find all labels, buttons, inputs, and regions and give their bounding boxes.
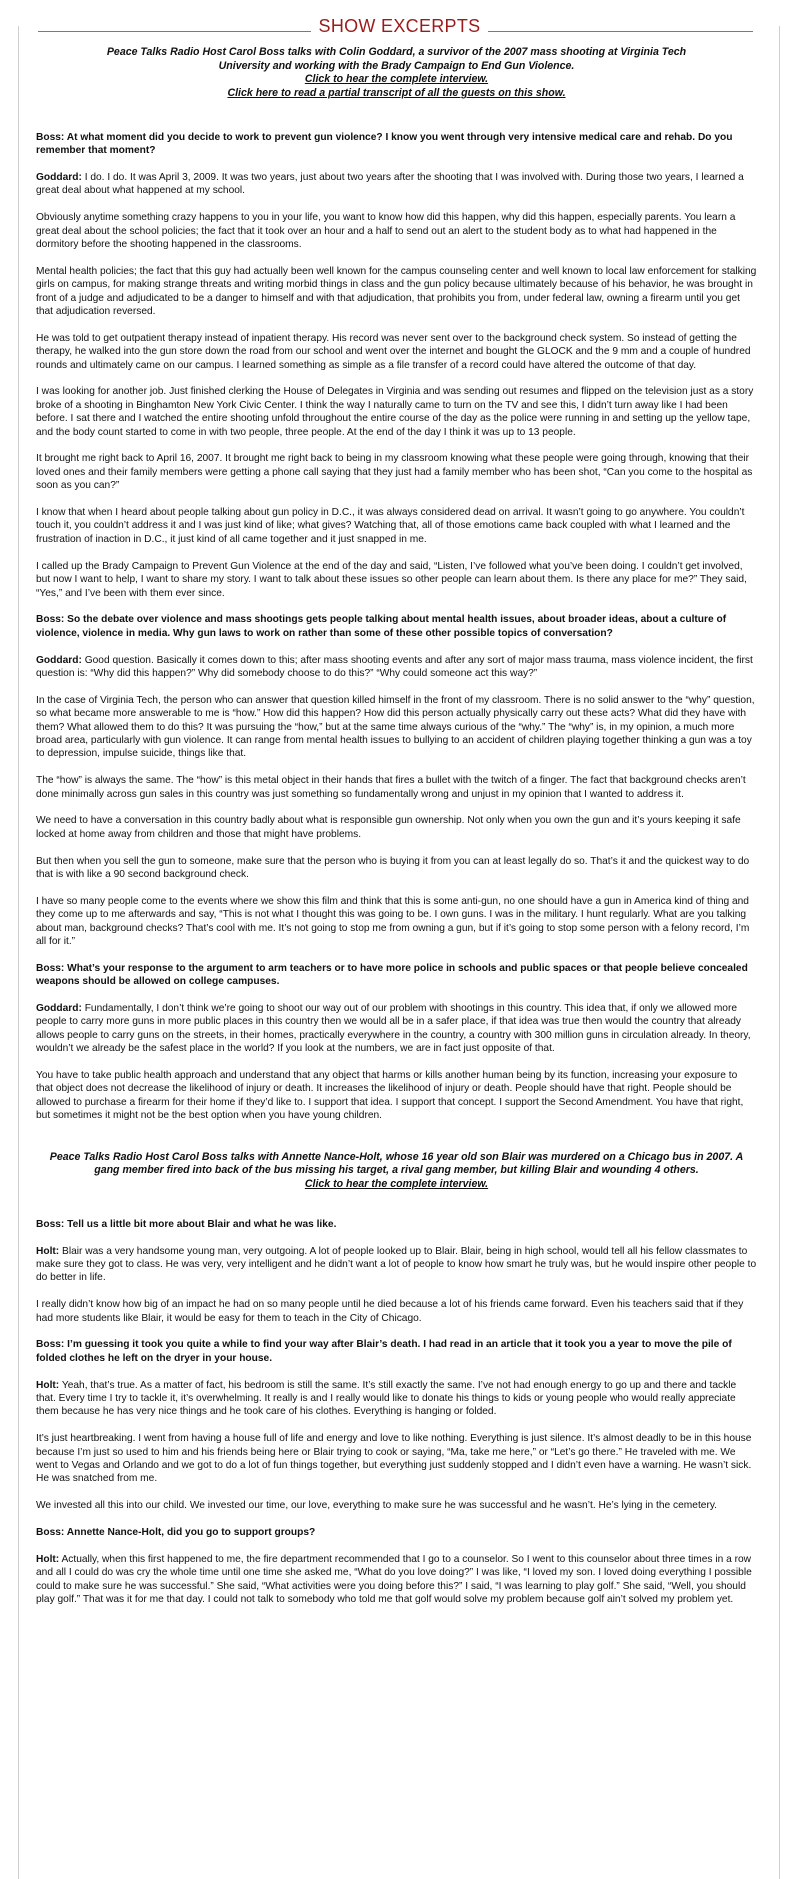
speaker-label: Holt:: [36, 1245, 60, 1257]
answer-paragraph: [36, 694, 757, 761]
main-content: [0, 46, 799, 1606]
answer-paragraph: [36, 1499, 757, 1512]
answer-paragraph: [36, 1245, 757, 1285]
question-paragraph: [36, 613, 757, 640]
paragraph-text: What’s your response to the argument to arm teachers or to have more police in schools and public spaces or that people believe concealed weapons should be allowed on college campuses.: [36, 962, 748, 988]
page-title-text: SHOW EXCERPTS: [311, 16, 489, 36]
read-transcript-link[interactable]: Click here to read a partial transcript of all the guests on this show.: [227, 87, 566, 100]
segment2-intro-text: Peace Talks Radio Host Carol Boss talks with Annette Nance-Holt, whose 16 year old son Blair was murdered on a Chicago bus in 2007. A gang member fired into back of the bus missing his target, a rival gang member, but killing Blair and wounding 4 others.: [49, 1150, 744, 1177]
question-paragraph: [36, 1338, 757, 1365]
paragraph-text: I have so many people come to the events where we show this film and think that this is some anti-gun, no one should have a gun in America kind of thing and they come up to me afterwards and say, “This is not what I thought this was going to be. I own guns. I was in the military. I hunt regularly. What are you talking about man, background checks? That’s cool with me. It’s not going to stop me from owning a gun, but if it’s going to stop some person with a felony record, I’m all for it.”: [36, 895, 750, 947]
speaker-label: Holt:: [36, 1553, 60, 1565]
speaker-label: Goddard:: [36, 654, 82, 666]
paragraph-text: I’m guessing it took you quite a while to find your way after Blair’s death. I had read in an article that it took you a year to move the pile of folded clothes he left on the dryer in your house.: [36, 1339, 732, 1364]
answer-paragraph: [36, 1432, 757, 1486]
paragraph-text: Blair was a very handsome young man, very outgoing. A lot of people looked up to Blair. Blair, being in high school, would tell all his fellow classmates to make sure they got to class. He was very, very intelligent and he didn’t want a lot of people to know how smart he truly was, but he would inspire other people to do better in life.: [36, 1245, 757, 1284]
paragraph-text: You have to take public health approach and understand that any object that harms or kills another human being by its function, increasing your exposure to that object does not decrease the likelihood of injury or death. It increases the likelihood of injury or death. People should have that right. People should be allowed to purchase a firearm for their home if they’d like to. I support that idea. I support that concept. I support the Second Amendment. You have that right, but sometimes it might not be the best option when you have young children.: [36, 1069, 744, 1122]
paragraph-text: Mental health policies; the fact that this guy had actually been well known for the campus counseling center and well known to local law enforcement for stalking girls on campus, for making strange threats and writing morbid things in class and the gun policy because ultimately because of his behavior, he was brought in front of a judge and adjudicated to be a danger to himself and with that adjudication, that prohibits you from, under federal law, owning a firearm until you get that adjudication reversed.: [36, 265, 757, 318]
segment1-intro: [36, 46, 757, 101]
paragraph-text: I do. I do. It was April 3, 2009. It was two years, just about two years after the shooting that I was involved with. During those two years, I learned a great deal about what happened at my school.: [36, 172, 744, 197]
paragraph-text: It’s just heartbreaking. I went from having a house full of life and energy and love to like nothing. Everything is just silence. It’s almost deadly to be in this house because I’m just so used to him and his friends being here or Blair trying to cook or saying, “Ma, take me here,” or “Let’s go there.” He traveled with me. We went to Vegas and Orlando and we got to do a lot of fun things together, but everything just suddenly stopped and I didn’t even have a warning. He wasn’t sick. He was snatched from me.: [36, 1433, 752, 1485]
answer-paragraph: [36, 855, 757, 882]
paragraph-text: It brought me right back to April 16, 2007. It brought me right back to being in my classroom knowing what these people were going through, knowing that their loved ones and their family members were getting a phone call saying that they just had a family member who has been shot, “Can you come to the hospital as soon as you can?”: [36, 453, 753, 492]
answer-paragraph: [36, 895, 757, 949]
answer-paragraph: [36, 452, 757, 492]
segment1-intro-text: Peace Talks Radio Host Carol Boss talks with Colin Goddard, a survivor of the 2007 mass shooting at Virginia Tech University and working with the Brady Campaign to End Gun Violence.: [106, 46, 687, 72]
speaker-label: Boss:: [36, 1526, 65, 1538]
question-paragraph: [36, 131, 757, 158]
paragraph-text: I called up the Brady Campaign to Prevent Gun Violence at the end of the day and said, “Listen, I’ve followed what you’ve been doing. I couldn’t get involved, but now I want to help, I want to share my story. I want to talk about these issues so other people can learn about them. Is there any place for me?” They said, “Yes,” and I’ve been with them ever since.: [36, 560, 747, 599]
segment2-transcript: [36, 1218, 757, 1607]
answer-paragraph: [36, 1298, 757, 1325]
answer-paragraph: [36, 1553, 757, 1607]
paragraph-text: I really didn’t know how big of an impact he had on so many people until he died because a lot of his friends came forward. Even his teachers said that if they had more students like Blair, it would be easy for them to teach in the City of Chicago.: [36, 1299, 744, 1324]
answer-paragraph: [36, 171, 757, 198]
segment1-transcript: [36, 131, 757, 1123]
speaker-label: Boss:: [36, 1218, 65, 1230]
paragraph-text: The “how” is always the same. The “how” is this metal object in their hands that fires a bullet with the twitch of a finger. The fact that background checks aren’t done minimally across gun sales in this country was just something so fundamentally wrong and unjust in my opinion that I wanted to address it.: [36, 775, 746, 800]
speaker-label: Goddard:: [36, 1002, 82, 1014]
paragraph-text: We invested all this into our child. We invested our time, our love, everything to make sure he was successful and he wasn’t. He’s lying in the cemetery.: [36, 1500, 718, 1512]
speaker-label: Boss:: [36, 614, 65, 626]
answer-paragraph: [36, 560, 757, 600]
question-paragraph: [36, 1526, 757, 1539]
question-paragraph: [36, 1218, 757, 1231]
answer-paragraph: [36, 1069, 757, 1123]
answer-paragraph: [36, 332, 757, 372]
answer-paragraph: [36, 211, 757, 251]
paragraph-text: I was looking for another job. Just finished clerking the House of Delegates in Virginia and was sending out resumes and flipped on the television just as a story broke of a shooting in Binghamton New York Civic Center. I think the way I naturally came to turn on the TV and see this, I didn’t turn away like I had been before. I sat there and I watched the entire shooting unfold throughout the entire course of the day as the police were running in and setting up the yellow tape, and the body count started to come in with two people, three people. At the end of the day I think it was up to 13 people.: [36, 386, 754, 438]
answer-paragraph: [36, 506, 757, 546]
paragraph-text: So the debate over violence and mass shootings gets people talking about mental health issues, about broader ideas, about a culture of violence, violence in media. Why gun laws to work on rather than some of these other possible topics of conversation?: [36, 614, 727, 639]
paragraph-text: We need to have a conversation in this country badly about what is responsible gun ownership. Not only when you own the gun and it’s yours keeping it safe locked at home away from children and those that might have problems.: [36, 815, 741, 840]
paragraph-text: Obviously anytime something crazy happens to you in your life, you want to know how did this happen, why did this happen, especially parents. You learn a great deal about the school policies; the fact that it took over an hour and a half to send out an alert to the student body as to what had happened in the dormitory before the shooting happened in the classrooms.: [36, 212, 736, 251]
paragraph-text: Actually, when this first happened to me, the fire department recommended that I go to a counselor. So I went to this counselor about three times in a row and all I could do was cry the whole time until one time she asked me, “What do you love doing?” I was like, “I loved my son. I loved doing everything I possible could to make sure he was successful.” She said, “What activities were you doing before this?” I said, “I was learning to play golf.” She said, “Well, you should play golf.” That was it for me that day. I could not talk to somebody who told me that golf would solve my problem because golf ain’t solved my problem yet.: [36, 1553, 752, 1605]
speaker-label: Holt:: [36, 1379, 60, 1391]
paragraph-text: I know that when I heard about people talking about gun policy in D.C., it was always considered dead on arrival. It wasn’t going to go anywhere. You couldn’t touch it, you couldn’t address it and I was just kind of like; what gives? Watching that, all of those emotions came back coupled with what I learned and the frustration of inaction in D.C., it just kind of all came together and it just snapped in me.: [36, 507, 745, 545]
answer-paragraph: [36, 814, 757, 841]
paragraph-text: In the case of Virginia Tech, the person who can answer that question killed himself in the front of my classroom. There is no solid answer to the “why” question, so what became more answerable to me is “how.” How did this happen? How did this person actually physically carry out these acts? What did they have with them? What allowed them to do this? It was pursuing the “how,” but at the same time always curious of the “why.” The “why” is, in my opinion, a much more broad area, particularly with gun violence. It can range from mental health issues to bullying to an accident of children playing together thinking a gun was a toy to depression, impulse suicide, things like that.: [36, 694, 755, 760]
answer-paragraph: [36, 385, 757, 439]
paragraph-text: Tell us a little bit more about Blair and what he was like.: [67, 1218, 337, 1230]
speaker-label: Boss:: [36, 962, 65, 974]
answer-paragraph: [36, 1002, 757, 1056]
paragraph-text: Yeah, that’s true. As a matter of fact, his bedroom is still the same. It’s still exactly the same. I’ve not had enough energy to go up and there and tackle that. Every time I try to tackle it, it’s overwhelming. It really is and I really would like to donate his things to kids or young people who would really appreciate them because he has very nice things and he took care of his clothes. Everything is hanging or folded.: [36, 1379, 737, 1418]
section-header: [0, 0, 799, 44]
question-paragraph: [36, 962, 757, 989]
hear-interview-link[interactable]: Click to hear the complete interview.: [304, 73, 489, 86]
answer-paragraph: [36, 774, 757, 801]
speaker-label: Goddard:: [36, 172, 82, 184]
paragraph-text: Fundamentally, I don’t think we’re going to shoot our way out of our problem with shootings in this country. This idea that, if only we allowed more people to carry more guns in more public places in this country then we would all be in a safer place, if that idea was true then would the country that already allows people to carry guns on the streets, in their homes, practically everywhere in the country, a country with 300 million guns in circulation already. In theory, wouldn’t we already be the safest place in the world? If you look at the numbers, we are in fact just opposite of that.: [36, 1002, 751, 1055]
paragraph-text: At what moment did you decide to work to prevent gun violence? I know you went through very intensive medical care and rehab. Do you remember that moment?: [36, 131, 733, 157]
paragraph-text: But then when you sell the gun to someone, make sure that the person who is buying it from you can at least legally do so. That’s it and the quickest way to do that is with like a 90 second background check.: [36, 855, 750, 880]
paragraph-text: Annette Nance-Holt, did you go to support groups?: [66, 1526, 316, 1538]
answer-paragraph: [36, 654, 757, 681]
speaker-label: Boss:: [36, 1339, 65, 1351]
hear-interview-link-2[interactable]: Click to hear the complete interview.: [304, 1178, 489, 1190]
page-title: [0, 16, 799, 37]
speaker-label: Boss:: [36, 131, 65, 143]
paragraph-text: Good question. Basically it comes down to this; after mass shooting events and after any sort of major mass trauma, mass violence incident, the first question is: “Why did this happen?” Why did somebody choose to do this?” “Why could someone act this way?”: [36, 654, 753, 679]
segment2-intro: [36, 1151, 757, 1192]
paragraph-text: He was told to get outpatient therapy instead of inpatient therapy. His record was never sent over to the background check system. So instead of getting the therapy, he walked into the gun store down the road from our school and went over the internet and bought the GLOCK and the 9 mm and a couple of hundred rounds and ultimately came on our campus. I learned something as simple as a file transfer of a record could have altered the outcome of that day.: [36, 332, 751, 371]
answer-paragraph: [36, 265, 757, 319]
answer-paragraph: [36, 1379, 757, 1419]
